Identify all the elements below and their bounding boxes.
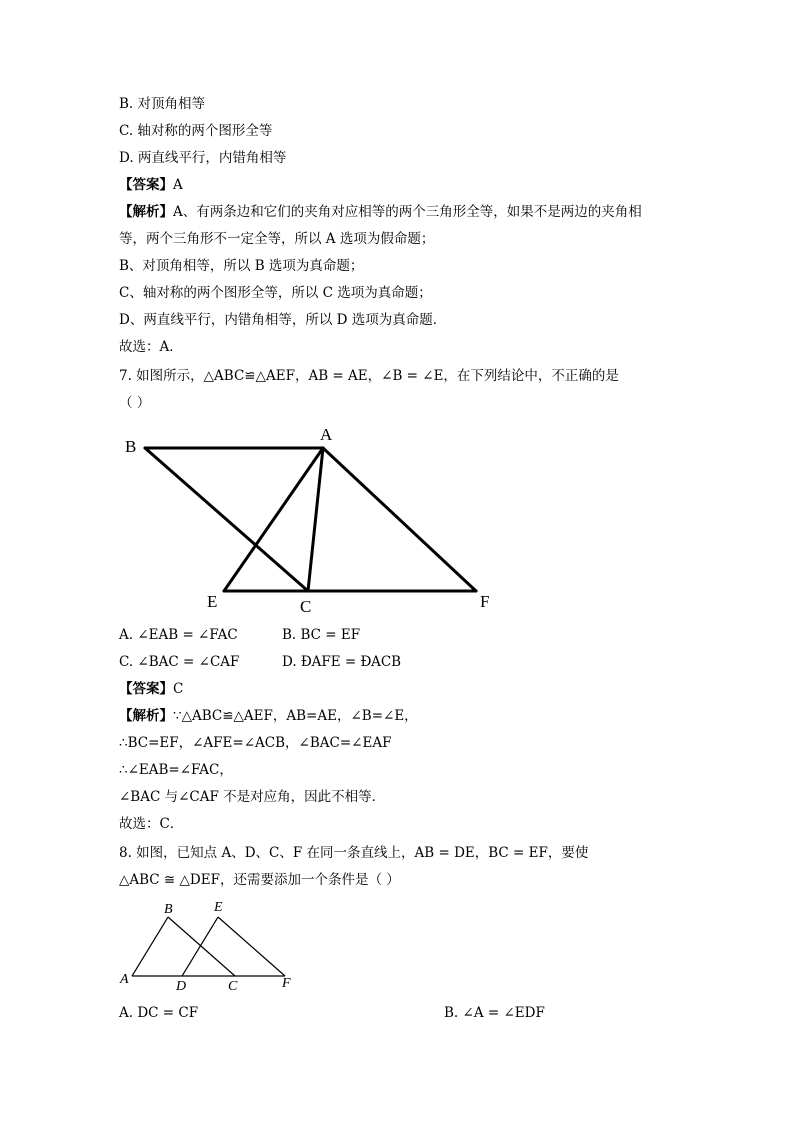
prev-analysis-5: D、两直线平行，内错角相等，所以 D 选项为真命题． <box>119 312 447 328</box>
q7-analysis-4: ∠BAC 与∠CAF 不是对应角，因此不相等． <box>119 789 386 805</box>
q7-option-d: D. ÐAFE = ÐACB <box>282 654 402 670</box>
prev-analysis-3: B、对顶角相等，所以 B 选项为真命题； <box>119 258 364 274</box>
label-c: C <box>300 597 312 616</box>
q7-analysis-3: ∴∠EAB=∠FAC， <box>119 762 233 778</box>
prev-analysis-4: C、轴对称的两个图形全等，所以 C 选项为真命题； <box>119 285 432 301</box>
label-d: D <box>176 979 187 994</box>
q7-option-b: B. BC = EF <box>282 627 361 643</box>
label-f: F <box>282 976 291 991</box>
q7-stem-blank: （ ） <box>119 395 151 411</box>
q8-option-b: B. ∠A = ∠EDF <box>444 1005 545 1021</box>
analysis-label: 【解析】 <box>119 204 173 220</box>
segment-de <box>182 917 218 976</box>
answer-label: 【答案】 <box>119 177 173 193</box>
analysis-text: A、有两条边和它们的夹角对应相等的两个三角形全等，如果不是两边的夹角相 <box>173 204 642 220</box>
q7-option-c: C. ∠BAC = ∠CAF <box>119 654 240 670</box>
q8-stem: 8. 如图，已知点 A、D、C、F 在同一条直线上，AB = DE，BC = EF，要使 <box>119 845 589 861</box>
q7-stem: 7. 如图所示，△ABC≌△AEF，AB = AE，∠B = ∠E，在下列结论中，不正确的是 <box>119 368 619 384</box>
label-e: E <box>207 592 218 611</box>
answer-value: A <box>173 177 183 193</box>
segment-ab <box>132 917 168 976</box>
prev-analysis-2: 等，两个三角形不一定全等，所以 A 选项为假命题； <box>119 231 435 247</box>
label-c: C <box>228 979 238 994</box>
label-a: A <box>120 972 129 987</box>
prev-choice: 故选：A． <box>119 339 183 355</box>
label-a: A <box>320 425 333 444</box>
prev-option-d: D. 两直线平行，内错角相等 <box>119 150 287 166</box>
segment-ef <box>218 917 285 976</box>
q8-option-a: A. DC = CF <box>119 1005 199 1021</box>
label-b: B <box>164 902 173 917</box>
answer-label: 【答案】 <box>119 681 173 697</box>
q7-analysis-2: ∴BC=EF，∠AFE=∠ACB，∠BAC=∠EAF <box>119 735 392 751</box>
q7-choice: 故选：C． <box>119 816 184 832</box>
answer-value: C <box>173 681 184 697</box>
analysis-text: ∵△ABC≌△AEF，AB=AE，∠B=∠E， <box>173 708 418 724</box>
analysis-label: 【解析】 <box>119 708 173 724</box>
label-b: B <box>125 437 137 456</box>
q7-option-a: A. ∠EAB = ∠FAC <box>119 627 238 643</box>
q8-stem-2: △ABC ≅ △DEF，还需要添加一个条件是（ ） <box>119 872 400 888</box>
label-f: F <box>480 592 490 611</box>
prev-option-b: B. 对顶角相等 <box>119 96 206 112</box>
segment-bc <box>168 917 235 976</box>
prev-option-c: C. 轴对称的两个图形全等 <box>119 123 273 139</box>
label-e: E <box>214 900 223 915</box>
